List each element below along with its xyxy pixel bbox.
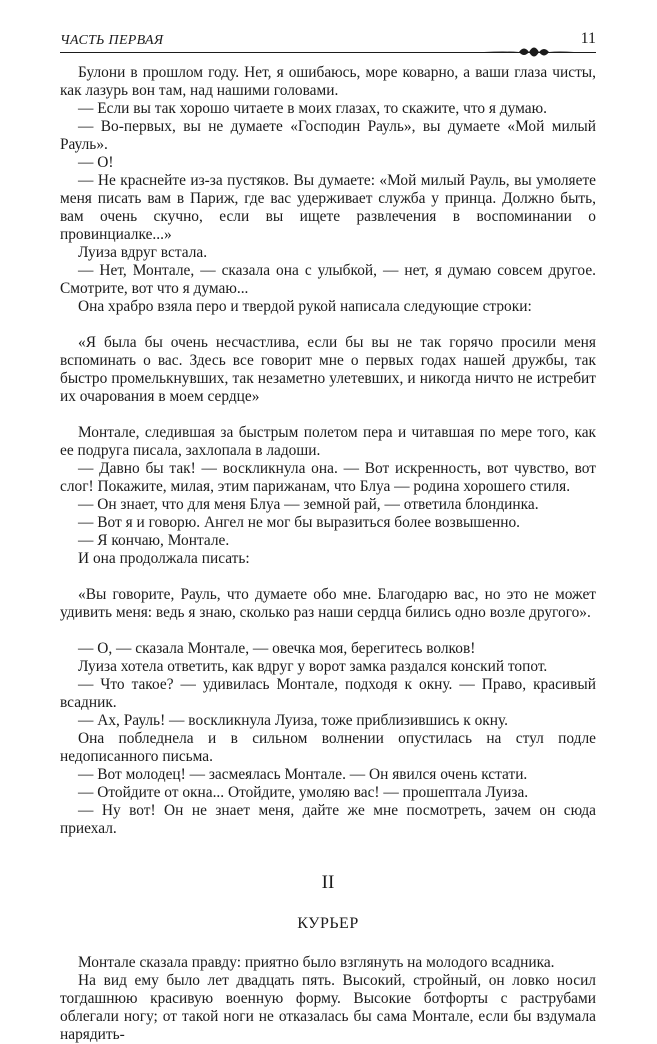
paragraph: — О, — сказала Монтале, — овечка моя, берегитесь волков! xyxy=(78,640,476,657)
paragraph: Она храбро взяла перо и твердой рукой написала следующие строки: xyxy=(78,298,532,315)
paragraph: — Если вы так хорошо читаете в моих глазах, то скажите, что я думаю. xyxy=(78,100,547,117)
paragraph: На вид ему было лет двадцать пять. Высокий, стройный, он ловко носил тогдашнюю красивую военную форму. Высокие ботфорты с раструбами облегали ногу; от такой ноги не отказалась бы сама Монтале, если бы вздумала нарядить- xyxy=(60,972,596,1043)
page-header xyxy=(60,30,596,56)
paragraph: — Во-первых, вы не думаете «Господин Рауль», вы думаете «Мой милый Рауль». xyxy=(60,118,596,153)
paragraph: — Я кончаю, Монтале. xyxy=(78,532,230,549)
page-body xyxy=(60,64,596,1044)
paragraph: — Что такое? — удивилась Монтале, подходя к окну. — Право, красивый всадник. xyxy=(60,676,596,711)
chapter-number: II xyxy=(321,872,335,893)
letter-quote: «Я была бы очень несчастлива, если бы вы не так горячо просили меня вспоминать о вас. Здесь все говорит мне о первых годах нашей дружбы, так быстро промелькнувших, так незаметно улетевших, и никогда ничто не истребит их очарования в моем сердце» xyxy=(60,334,596,405)
paragraph: Булони в прошлом году. Нет, я ошибаюсь, море коварно, а ваши глаза чисты, как лазурь вон там, над нашими головами. xyxy=(60,64,596,99)
paragraph: — Вот я и говорю. Ангел не мог бы выразиться более возвышенно. xyxy=(78,514,521,531)
letter-quote: «Вы говорите, Рауль, что думаете обо мне. Благодарю вас, но это не может удивить меня: ведь я знаю, сколько раз наши сердца бились одно возле другого». xyxy=(60,586,596,621)
paragraph: — О! xyxy=(78,154,114,171)
paragraph: Луиза хотела ответить, как вдруг у ворот замка раздался конский топот. xyxy=(78,658,548,675)
paragraph: Она побледнела и в сильном волнении опустилась на стул подле недописанного письма. xyxy=(60,730,596,765)
paragraph: — Он знает, что для меня Блуа — земной рай, — ответила блондинка. xyxy=(78,496,539,513)
paragraph: Монтале сказала правду: приятно было взглянуть на молодого всадника. xyxy=(78,954,555,971)
paragraph: — Ах, Рауль! — воскликнула Луиза, тоже приблизившись к окну. xyxy=(78,712,509,729)
running-title: ЧАСТЬ ПЕРВАЯ xyxy=(60,33,164,48)
header-rule xyxy=(60,52,596,53)
paragraph: И она продолжала писать: xyxy=(78,550,250,567)
paragraph: — Не краснейте из-за пустяков. Вы думаете: «Мой милый Рауль, вы умоляете меня писать вам в Париж, где вас удерживает служба у принца. Должно быть, вам очень скучно, если вы ищете развлечения в воспоминании о провинциалке...» xyxy=(60,172,596,243)
paragraph: Монтале, следившая за быстрым полетом пера и читавшая по мере того, как ее подруга писала, захлопала в ладоши. xyxy=(60,424,596,459)
chapter-title: КУРЬЕР xyxy=(297,915,359,932)
paragraph: — Давно бы так! — воскликнула она. — Вот искренность, вот чувство, вот слог! Покажите, милая, этим парижанам, что Блуа — родина хорошего стиля. xyxy=(60,460,596,495)
paragraph: — Отойдите от окна... Отойдите, умоляю вас! — прошептала Луиза. xyxy=(78,784,529,801)
paragraph: Луиза вдруг встала. xyxy=(78,244,208,261)
paragraph: — Вот молодец! — засмеялась Монтале. — Он явился очень кстати. xyxy=(78,766,528,783)
page-number: 11 xyxy=(580,30,596,47)
paragraph: — Нет, Монтале, — сказала она с улыбкой, — нет, я думаю совсем другое. Смотрите, вот что я думаю... xyxy=(60,262,596,297)
paragraph: — Ну вот! Он не знает меня, дайте же мне посмотреть, зачем он сюда приехал. xyxy=(60,802,596,837)
